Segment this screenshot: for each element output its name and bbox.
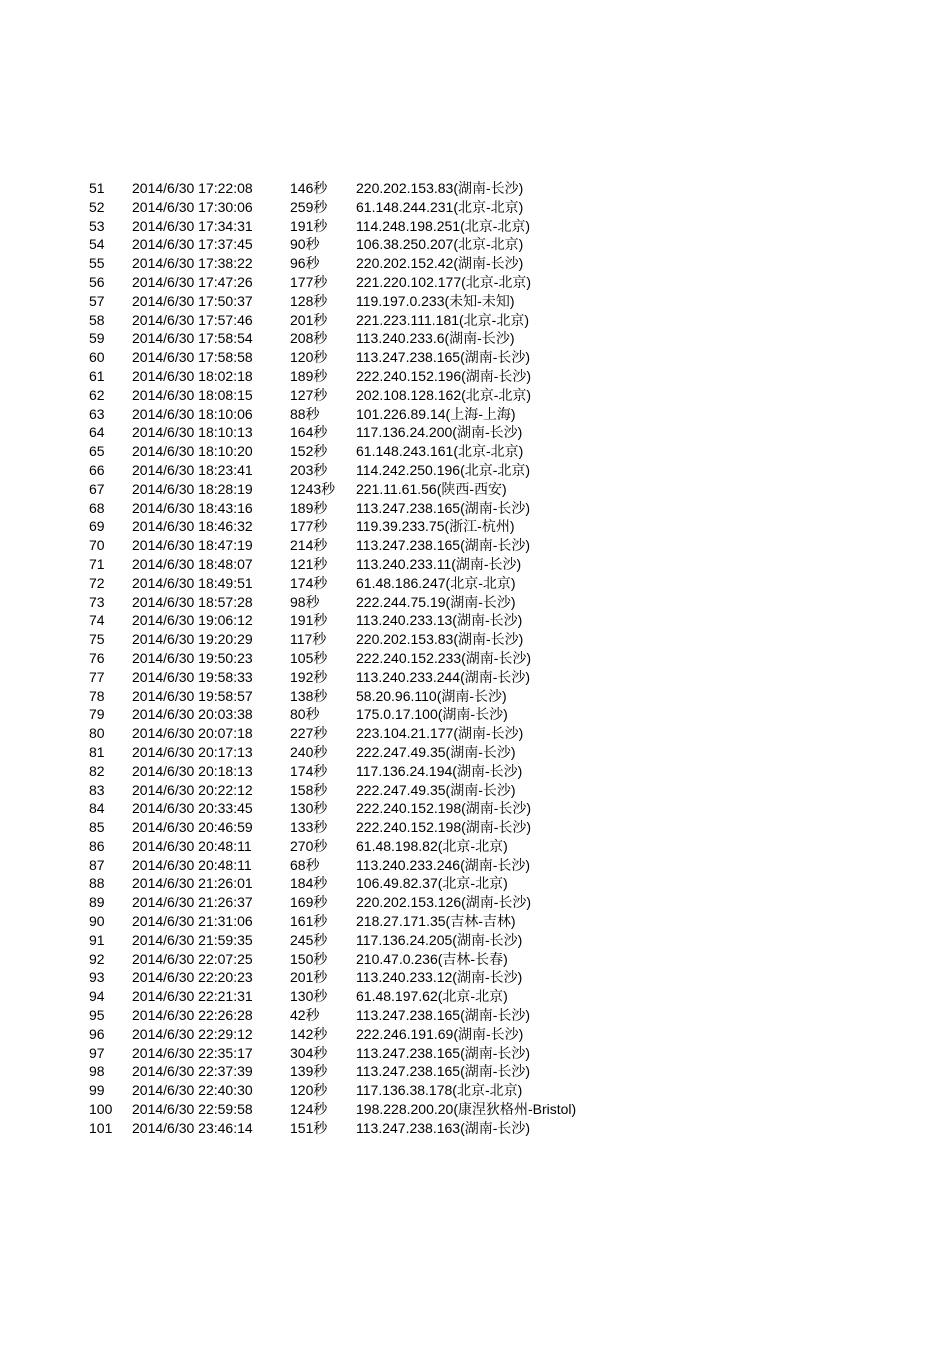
visit-time: 2014/6/30 20:07:18 <box>132 725 253 742</box>
visitor-ip-location: 222.246.191.69(湖南-长沙) <box>356 1025 524 1042</box>
visitor-ip-location: 113.240.233.244(湖南-长沙) <box>356 668 531 685</box>
visit-duration: 174秒 <box>290 762 328 779</box>
visit-time: 2014/6/30 18:02:18 <box>132 367 253 384</box>
table-row <box>89 1081 656 1100</box>
table-row <box>89 630 656 649</box>
visitor-ip-location: 222.247.49.35(湖南-长沙) <box>356 781 516 798</box>
visitor-ip-location: 61.48.197.62(北京-北京) <box>356 988 508 1005</box>
visit-duration: 138秒 <box>290 687 328 704</box>
visit-duration: 130秒 <box>290 988 328 1005</box>
visit-duration: 169秒 <box>290 894 328 911</box>
row-index: 101 <box>89 1119 113 1136</box>
row-index: 92 <box>89 950 105 967</box>
visitor-ip-location: 221.11.61.56(陕西-西安) <box>356 480 507 497</box>
table-row <box>89 1025 656 1044</box>
visitor-ip-location: 113.240.233.11(湖南-长沙) <box>356 555 522 572</box>
visitor-ip-location: 221.220.102.177(北京-北京) <box>356 273 532 290</box>
visitor-ip-location: 61.148.243.161(北京-北京) <box>356 443 524 460</box>
visit-duration: 88秒 <box>290 405 320 422</box>
table-row <box>89 574 656 593</box>
visit-time: 2014/6/30 18:10:13 <box>132 424 253 441</box>
visit-time: 2014/6/30 18:48:07 <box>132 555 253 572</box>
visitor-ip-location: 113.240.233.12(湖南-长沙) <box>356 969 523 986</box>
table-row <box>89 799 656 818</box>
row-index: 95 <box>89 1007 105 1024</box>
visitor-ip-location: 222.240.152.198(湖南-长沙) <box>356 819 532 836</box>
visitor-ip-location: 113.247.238.163(湖南-长沙) <box>356 1119 531 1136</box>
visit-time: 2014/6/30 20:46:59 <box>132 819 253 836</box>
row-index: 76 <box>89 649 105 666</box>
visit-duration: 240秒 <box>290 743 328 760</box>
visit-time: 2014/6/30 17:57:46 <box>132 311 253 328</box>
visit-duration: 208秒 <box>290 330 328 347</box>
row-index: 56 <box>89 273 105 290</box>
visit-time: 2014/6/30 18:23:41 <box>132 461 253 478</box>
table-row <box>89 874 656 893</box>
visit-time: 2014/6/30 22:35:17 <box>132 1044 253 1061</box>
row-index: 53 <box>89 217 105 234</box>
visit-duration: 152秒 <box>290 443 328 460</box>
row-index: 65 <box>89 443 105 460</box>
row-index: 100 <box>89 1101 113 1118</box>
row-index: 62 <box>89 386 105 403</box>
visit-time: 2014/6/30 17:58:54 <box>132 330 253 347</box>
visit-time: 2014/6/30 17:38:22 <box>132 255 253 272</box>
visit-time: 2014/6/30 20:17:13 <box>132 743 253 760</box>
row-index: 83 <box>89 781 105 798</box>
row-index: 91 <box>89 931 105 948</box>
row-index: 75 <box>89 631 105 648</box>
visit-duration: 105秒 <box>290 649 328 666</box>
visitor-ip-location: 106.38.250.207(北京-北京) <box>356 236 524 253</box>
row-index: 69 <box>89 518 105 535</box>
visitor-ip-location: 202.108.128.162(北京-北京) <box>356 386 532 403</box>
row-index: 51 <box>89 180 105 196</box>
visit-duration: 128秒 <box>290 292 328 309</box>
row-index: 93 <box>89 969 105 986</box>
visit-time: 2014/6/30 19:50:23 <box>132 649 253 666</box>
visit-time: 2014/6/30 22:37:39 <box>132 1063 253 1080</box>
row-index: 61 <box>89 367 105 384</box>
visitor-ip-location: 113.247.238.165(湖南-长沙) <box>356 1007 531 1024</box>
visit-time: 2014/6/30 18:57:28 <box>132 593 253 610</box>
table-row <box>89 499 656 518</box>
visit-duration: 164秒 <box>290 424 328 441</box>
visit-time: 2014/6/30 17:50:37 <box>132 292 253 309</box>
visit-duration: 177秒 <box>290 273 328 290</box>
visit-time: 2014/6/30 18:08:15 <box>132 386 253 403</box>
visitor-ip-location: 113.247.238.165(湖南-长沙) <box>356 1063 531 1080</box>
visitor-ip-location: 218.27.171.35(吉林-吉林) <box>356 913 516 930</box>
row-index: 54 <box>89 236 105 253</box>
visitor-ip-location: 113.247.238.165(湖南-长沙) <box>356 537 531 554</box>
visit-duration: 130秒 <box>290 800 328 817</box>
row-index: 73 <box>89 593 105 610</box>
visit-duration: 174秒 <box>290 574 328 591</box>
visit-time: 2014/6/30 20:48:11 <box>132 856 252 873</box>
table-row <box>89 724 656 743</box>
visit-log-body <box>89 179 656 1138</box>
table-row <box>89 762 656 781</box>
visitor-ip-location: 113.240.233.246(湖南-长沙) <box>356 856 531 873</box>
row-index: 99 <box>89 1082 105 1099</box>
table-row <box>89 555 656 574</box>
visit-time: 2014/6/30 19:58:33 <box>132 668 253 685</box>
visitor-ip-location: 222.240.152.196(湖南-长沙) <box>356 367 532 384</box>
row-index: 82 <box>89 762 105 779</box>
row-index: 80 <box>89 725 105 742</box>
visitor-ip-location: 101.226.89.14(上海-上海) <box>356 405 516 422</box>
visit-time: 2014/6/30 21:31:06 <box>132 913 253 930</box>
visitor-ip-location: 117.136.24.194(湖南-长沙) <box>356 762 523 779</box>
visit-duration: 214秒 <box>290 537 328 554</box>
visit-duration: 191秒 <box>290 217 328 234</box>
table-row <box>89 893 656 912</box>
table-row <box>89 912 656 931</box>
visit-duration: 184秒 <box>290 875 328 892</box>
visit-time: 2014/6/30 18:10:20 <box>132 443 253 460</box>
visitor-ip-location: 220.202.152.42(湖南-长沙) <box>356 255 524 272</box>
visit-time: 2014/6/30 20:22:12 <box>132 781 253 798</box>
visit-duration: 120秒 <box>290 349 328 366</box>
row-index: 94 <box>89 988 105 1005</box>
table-row <box>89 442 656 461</box>
visit-duration: 201秒 <box>290 969 328 986</box>
table-row <box>89 198 656 217</box>
visit-duration: 133秒 <box>290 819 328 836</box>
visitor-ip-location: 114.248.198.251(北京-北京) <box>356 217 531 234</box>
visit-time: 2014/6/30 18:10:06 <box>132 405 253 422</box>
visit-time: 2014/6/30 18:43:16 <box>132 499 253 516</box>
row-index: 86 <box>89 837 105 854</box>
visit-duration: 142秒 <box>290 1025 328 1042</box>
table-row <box>89 1006 656 1025</box>
visit-time: 2014/6/30 19:20:29 <box>132 631 253 648</box>
row-index: 58 <box>89 311 105 328</box>
visitor-ip-location: 114.242.250.196(北京-北京) <box>356 461 531 478</box>
visit-duration: 127秒 <box>290 386 328 403</box>
row-index: 70 <box>89 537 105 554</box>
visitor-ip-location: 113.247.238.165(湖南-长沙) <box>356 1044 531 1061</box>
visitor-ip-location: 119.197.0.233(未知-未知) <box>356 292 515 309</box>
visit-duration: 151秒 <box>290 1119 328 1136</box>
visit-duration: 90秒 <box>290 236 320 253</box>
visitor-ip-location: 117.136.24.205(湖南-长沙) <box>356 931 523 948</box>
row-index: 71 <box>89 555 105 572</box>
visit-time: 2014/6/30 21:59:35 <box>132 931 253 948</box>
visit-duration: 177秒 <box>290 518 328 535</box>
table-row <box>89 273 656 292</box>
row-index: 85 <box>89 819 105 836</box>
table-row <box>89 461 656 480</box>
visit-time: 2014/6/30 22:26:28 <box>132 1007 253 1024</box>
table-row <box>89 480 656 499</box>
table-row <box>89 668 656 687</box>
visitor-ip-location: 222.247.49.35(湖南-长沙) <box>356 743 516 760</box>
visit-time: 2014/6/30 18:47:19 <box>132 537 253 554</box>
table-row <box>89 1044 656 1063</box>
visit-time: 2014/6/30 18:28:19 <box>132 480 253 497</box>
row-index: 57 <box>89 292 105 309</box>
visitor-ip-location: 106.49.82.37(北京-北京) <box>356 875 508 892</box>
row-index: 97 <box>89 1044 105 1061</box>
visitor-ip-location: 58.20.96.110(湖南-长沙) <box>356 687 507 704</box>
row-index: 79 <box>89 706 105 723</box>
visit-duration: 203秒 <box>290 461 328 478</box>
visitor-ip-location: 61.148.244.231(北京-北京) <box>356 198 524 215</box>
row-index: 74 <box>89 612 105 629</box>
visitor-ip-location: 222.240.152.198(湖南-长沙) <box>356 800 532 817</box>
table-row <box>89 687 656 706</box>
visit-time: 2014/6/30 21:26:01 <box>132 875 253 892</box>
row-index: 68 <box>89 499 105 516</box>
table-row <box>89 423 656 442</box>
visitor-ip-location: 113.247.238.165(湖南-长沙) <box>356 499 531 516</box>
visit-duration: 124秒 <box>290 1101 328 1118</box>
row-index: 77 <box>89 668 105 685</box>
table-row <box>89 1062 656 1081</box>
table-row <box>89 367 656 386</box>
visit-duration: 117秒 <box>290 631 327 648</box>
visitor-ip-location: 119.39.233.75(浙江-杭州) <box>356 518 515 535</box>
visitor-ip-location: 113.247.238.165(湖南-长沙) <box>356 349 531 366</box>
row-index: 60 <box>89 349 105 366</box>
visitor-ip-location: 210.47.0.236(吉林-长春) <box>356 950 508 967</box>
row-index: 84 <box>89 800 105 817</box>
visit-time: 2014/6/30 20:48:11 <box>132 837 252 854</box>
row-index: 89 <box>89 894 105 911</box>
table-row <box>89 837 656 856</box>
visit-duration: 270秒 <box>290 837 328 854</box>
table-row <box>89 292 656 311</box>
visit-duration: 158秒 <box>290 781 328 798</box>
row-index: 90 <box>89 913 105 930</box>
visit-duration: 150秒 <box>290 950 328 967</box>
visit-log-table <box>89 179 656 1138</box>
row-index: 78 <box>89 687 105 704</box>
visit-time: 2014/6/30 18:49:51 <box>132 574 253 591</box>
visit-time: 2014/6/30 17:37:45 <box>132 236 253 253</box>
row-index: 52 <box>89 198 105 215</box>
visitor-ip-location: 175.0.17.100(湖南-长沙) <box>356 706 508 723</box>
row-index: 98 <box>89 1063 105 1080</box>
table-row <box>89 705 656 724</box>
visit-duration: 121秒 <box>290 555 328 572</box>
visit-time: 2014/6/30 22:21:31 <box>132 988 253 1005</box>
visit-time: 2014/6/30 22:20:23 <box>132 969 253 986</box>
visit-duration: 68秒 <box>290 856 320 873</box>
table-row <box>89 987 656 1006</box>
table-row <box>89 611 656 630</box>
table-row <box>89 1100 656 1119</box>
row-index: 67 <box>89 480 105 497</box>
visit-duration: 245秒 <box>290 931 328 948</box>
visit-time: 2014/6/30 18:46:32 <box>132 518 253 535</box>
visit-time: 2014/6/30 17:22:08 <box>132 180 253 196</box>
visitor-ip-location: 220.202.153.126(湖南-长沙) <box>356 894 532 911</box>
visit-duration: 146秒 <box>290 180 328 196</box>
visitor-ip-location: 117.136.24.200(湖南-长沙) <box>356 424 523 441</box>
visit-duration: 96秒 <box>290 255 320 272</box>
visitor-ip-location: 113.240.233.6(湖南-长沙) <box>356 330 515 347</box>
row-index: 55 <box>89 255 105 272</box>
table-row <box>89 311 656 330</box>
visit-duration: 191秒 <box>290 612 328 629</box>
table-row <box>89 386 656 405</box>
table-row <box>89 649 656 668</box>
visit-duration: 1243秒 <box>290 480 336 497</box>
visit-duration: 42秒 <box>290 1007 320 1024</box>
table-row <box>89 593 656 612</box>
table-row <box>89 781 656 800</box>
visit-time: 2014/6/30 22:59:58 <box>132 1101 253 1118</box>
visit-time: 2014/6/30 22:29:12 <box>132 1025 253 1042</box>
visit-duration: 259秒 <box>290 198 328 215</box>
table-row <box>89 536 656 555</box>
visit-time: 2014/6/30 20:33:45 <box>132 800 253 817</box>
visit-time: 2014/6/30 17:30:06 <box>132 198 253 215</box>
visitor-ip-location: 61.48.198.82(北京-北京) <box>356 837 508 854</box>
row-index: 87 <box>89 856 105 873</box>
visit-time: 2014/6/30 21:26:37 <box>132 894 253 911</box>
visit-time: 2014/6/30 17:34:31 <box>132 217 253 234</box>
visitor-ip-location: 198.228.200.20(康涅狄格州-Bristol) <box>356 1101 577 1118</box>
table-row <box>89 743 656 762</box>
visitor-ip-location: 223.104.21.177(湖南-长沙) <box>356 725 524 742</box>
visit-time: 2014/6/30 19:06:12 <box>132 612 253 629</box>
visit-duration: 120秒 <box>290 1082 328 1099</box>
visitor-ip-location: 61.48.186.247(北京-北京) <box>356 574 516 591</box>
visit-duration: 192秒 <box>290 668 328 685</box>
visit-time: 2014/6/30 22:07:25 <box>132 950 253 967</box>
visit-duration: 161秒 <box>290 913 328 930</box>
row-index: 59 <box>89 330 105 347</box>
table-row <box>89 818 656 837</box>
visitor-ip-location: 222.240.152.233(湖南-长沙) <box>356 649 532 666</box>
visit-duration: 201秒 <box>290 311 328 328</box>
visit-time: 2014/6/30 19:58:57 <box>132 687 253 704</box>
visitor-ip-location: 113.240.233.13(湖南-长沙) <box>356 612 523 629</box>
visit-duration: 189秒 <box>290 367 328 384</box>
visit-time: 2014/6/30 17:47:26 <box>132 273 253 290</box>
visitor-ip-location: 220.202.153.83(湖南-长沙) <box>356 631 524 648</box>
visitor-ip-location: 220.202.153.83(湖南-长沙) <box>356 180 524 196</box>
visitor-ip-location: 222.244.75.19(湖南-长沙) <box>356 593 516 610</box>
visit-duration: 227秒 <box>290 725 328 742</box>
visit-time: 2014/6/30 23:46:14 <box>132 1119 253 1136</box>
row-index: 66 <box>89 461 105 478</box>
row-index: 63 <box>89 405 105 422</box>
visit-duration: 80秒 <box>290 706 320 723</box>
table-row <box>89 217 656 236</box>
visitor-ip-location: 117.136.38.178(北京-北京) <box>356 1082 523 1099</box>
visitor-ip-location: 221.223.111.181(北京-北京) <box>356 311 530 328</box>
visit-time: 2014/6/30 22:40:30 <box>132 1082 253 1099</box>
table-row <box>89 179 656 198</box>
table-row <box>89 950 656 969</box>
visit-time: 2014/6/30 20:18:13 <box>132 762 253 779</box>
table-row <box>89 1119 656 1138</box>
table-row <box>89 517 656 536</box>
visit-duration: 98秒 <box>290 593 320 610</box>
table-row <box>89 235 656 254</box>
table-row <box>89 329 656 348</box>
table-row <box>89 348 656 367</box>
table-row <box>89 968 656 987</box>
table-row <box>89 405 656 424</box>
visit-duration: 304秒 <box>290 1044 328 1061</box>
visit-duration: 139秒 <box>290 1063 328 1080</box>
table-row <box>89 931 656 950</box>
row-index: 64 <box>89 424 105 441</box>
visit-duration: 189秒 <box>290 499 328 516</box>
row-index: 88 <box>89 875 105 892</box>
row-index: 96 <box>89 1025 105 1042</box>
visit-time: 2014/6/30 17:58:58 <box>132 349 253 366</box>
visit-time: 2014/6/30 20:03:38 <box>132 706 253 723</box>
table-row <box>89 856 656 875</box>
row-index: 72 <box>89 574 105 591</box>
row-index: 81 <box>89 743 105 760</box>
table-row <box>89 254 656 273</box>
